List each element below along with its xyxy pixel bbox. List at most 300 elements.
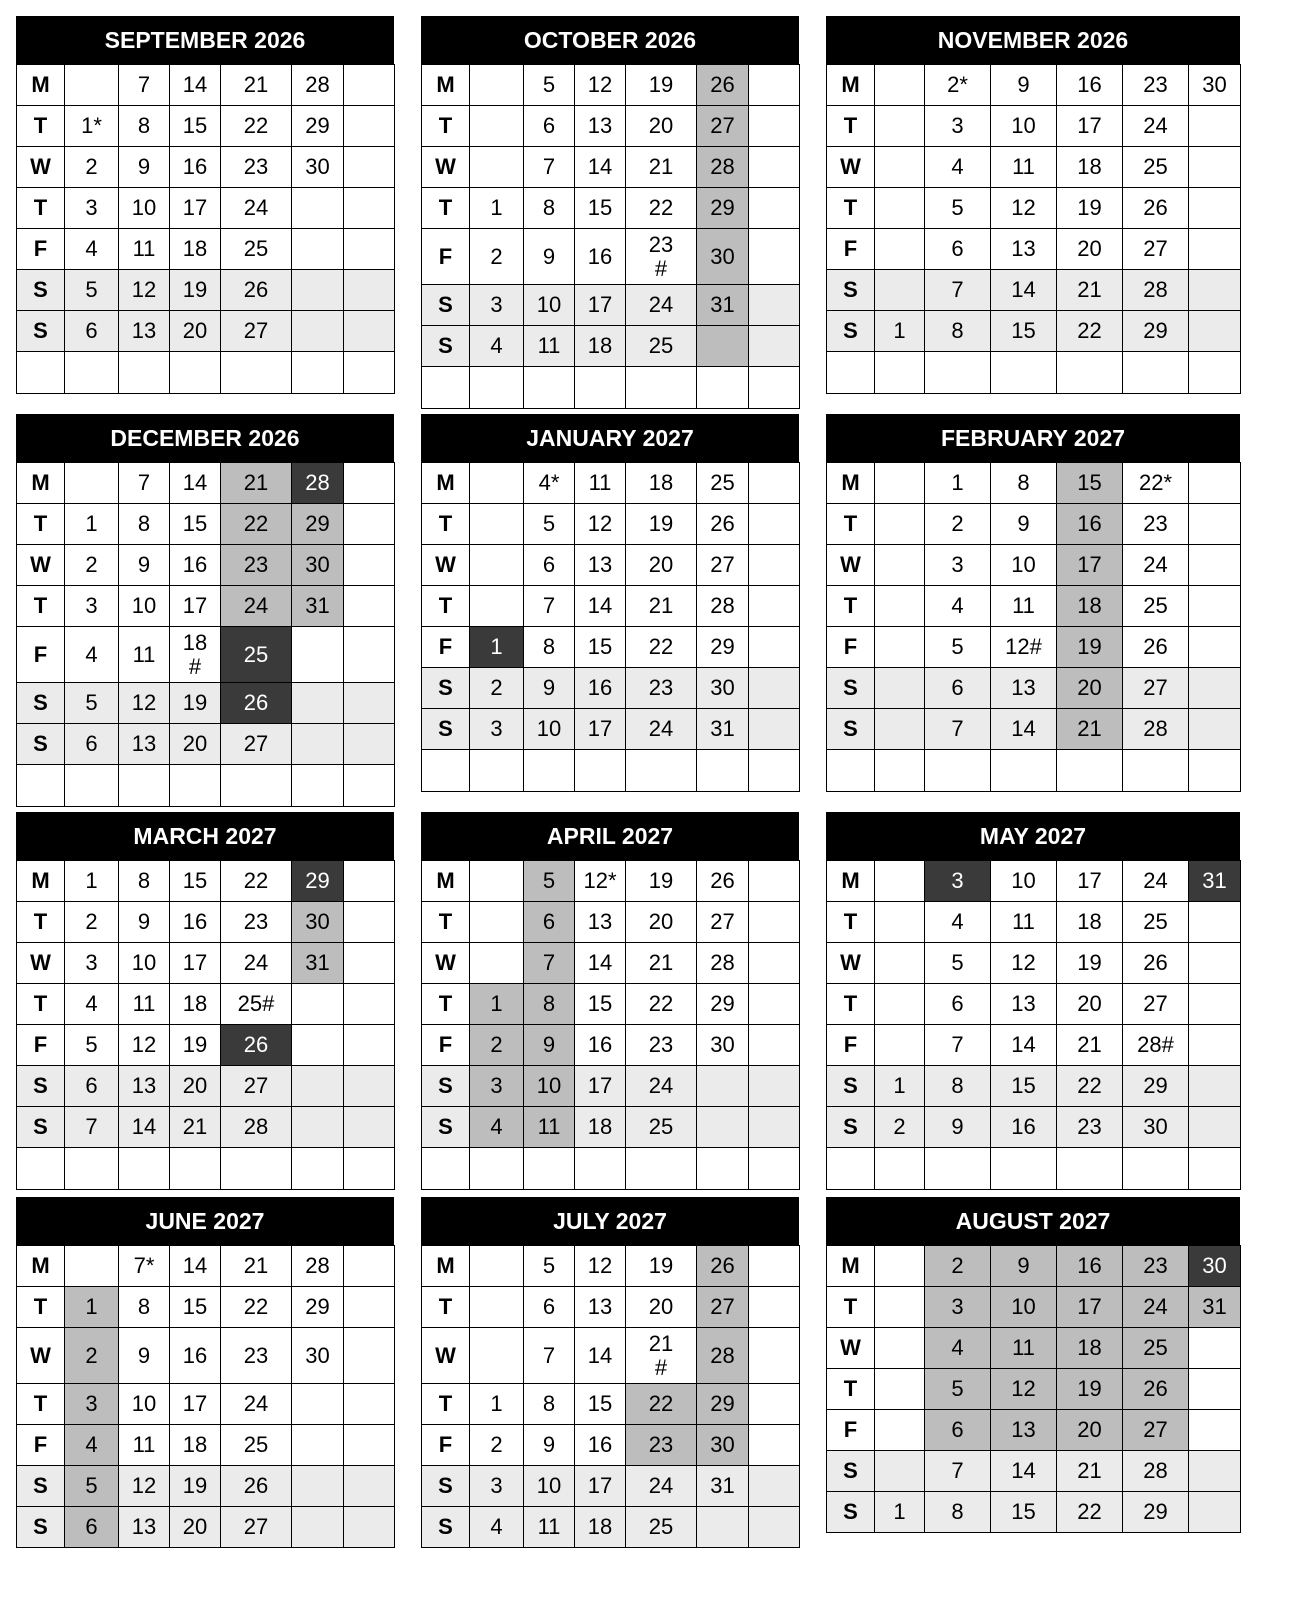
day-cell: 4 [925,147,991,188]
day-cell: 29 [697,627,749,668]
day-cell: 11 [524,1107,575,1148]
day-cell: 5 [65,1466,119,1507]
day-cell: 27 [1123,1410,1189,1451]
empty-cell [991,352,1057,394]
weekday-label: M [827,463,875,504]
weekday-row [422,1287,800,1328]
month-title: MARCH 2027 [16,812,394,860]
day-cell: 14 [575,586,626,627]
day-cell: 17 [575,1466,626,1507]
month-title: SEPTEMBER 2026 [16,16,394,64]
empty-cell [344,683,395,724]
empty-cell [119,1148,170,1190]
weekday-label: T [422,984,470,1025]
day-cell: 19 [626,65,697,106]
weekday-row [422,1107,800,1148]
weekday-label: T [422,1287,470,1328]
empty-cell [875,545,925,586]
day-cell: 31 [292,943,344,984]
empty-cell [991,1148,1057,1190]
weekday-row [17,270,395,311]
day-cell: 4 [65,627,119,683]
empty-cell [221,765,292,807]
empty-cell [827,750,875,792]
day-cell: 14 [991,270,1057,311]
weekday-label: W [17,1328,65,1384]
day-cell: 21 [1057,270,1123,311]
month-august-2027 [826,1197,1240,1533]
weekday-label: T [422,1384,470,1425]
day-cell: 18 [170,229,221,270]
day-cell: 14 [575,147,626,188]
day-cell: 11 [991,1328,1057,1369]
day-cell: 25 [221,1425,292,1466]
day-cell: 22 [221,1287,292,1328]
day-cell: 6 [524,1287,575,1328]
empty-cell [344,147,395,188]
weekday-label: S [827,270,875,311]
empty-cell [1189,1328,1241,1369]
empty-cell [749,1466,800,1507]
day-cell: 2 [875,1107,925,1148]
empty-cell [875,504,925,545]
weekday-label: W [827,1328,875,1369]
day-cell: 27 [221,311,292,352]
weekday-label: S [827,709,875,750]
empty-cell [470,902,524,943]
weekday-row [422,1246,800,1287]
empty-cell [749,1107,800,1148]
empty-cell [875,463,925,504]
empty-cell [292,270,344,311]
weekday-label: S [422,1107,470,1148]
empty-cell [1189,147,1241,188]
day-cell: 10 [524,1466,575,1507]
empty-cell [344,1246,395,1287]
day-cell: 27 [221,1066,292,1107]
weekday-row [17,902,395,943]
empty-cell [292,311,344,352]
day-cell: 26 [221,1025,292,1066]
day-cell: 21 [221,1246,292,1287]
day-cell: 13 [575,902,626,943]
month-june-2027 [16,1197,394,1548]
day-cell: 23 [221,1328,292,1384]
empty-cell [875,902,925,943]
weekday-row [17,683,395,724]
weekday-label: F [422,627,470,668]
weekday-label: F [827,1025,875,1066]
day-cell: 13 [575,1287,626,1328]
weekday-label: F [17,1425,65,1466]
day-cell: 3 [470,709,524,750]
empty-cell [1189,229,1241,270]
day-cell: 5 [65,270,119,311]
day-cell: 8 [119,861,170,902]
day-cell: 9 [991,65,1057,106]
empty-cell [925,352,991,394]
day-cell: 27 [221,1507,292,1548]
month-title: OCTOBER 2026 [421,16,799,64]
day-cell: 6 [925,1410,991,1451]
weekday-row [422,1025,800,1066]
empty-cell [1189,902,1241,943]
empty-cell [344,65,395,106]
empty-cell [875,1369,925,1410]
empty-cell [1189,188,1241,229]
day-cell: 30 [697,229,749,285]
weekday-row [422,326,800,367]
day-cell: 30 [292,147,344,188]
day-cell: 18 [575,326,626,367]
month-title: NOVEMBER 2026 [826,16,1240,64]
day-cell: 17 [575,1066,626,1107]
day-cell: 8 [925,1066,991,1107]
weekday-label: F [17,1025,65,1066]
empty-cell [875,750,925,792]
weekday-label: W [827,545,875,586]
day-cell: 1 [875,1066,925,1107]
day-cell: 28 [697,943,749,984]
weekday-label: S [422,1066,470,1107]
day-cell: 8 [119,106,170,147]
day-cell: 10 [991,106,1057,147]
empty-cell [1189,750,1241,792]
day-cell: 17 [170,943,221,984]
empty-cell [749,326,800,367]
empty-cell [875,1148,925,1190]
empty-cell [749,668,800,709]
day-cell: 17 [1057,545,1123,586]
empty-cell [344,1425,395,1466]
day-cell: 21 [626,147,697,188]
day-cell: 22 [626,1384,697,1425]
spacer-row [422,367,800,409]
day-cell: 4 [470,1107,524,1148]
day-cell: 11 [119,627,170,683]
empty-cell [292,352,344,394]
weekday-label: T [827,504,875,545]
day-cell: 5 [925,943,991,984]
day-cell: 3 [925,861,991,902]
day-cell: 18 [1057,147,1123,188]
day-cell: 19 [170,1025,221,1066]
day-cell: 6 [65,311,119,352]
weekday-row [422,984,800,1025]
day-cell: 3 [65,943,119,984]
weekday-label: T [17,504,65,545]
empty-cell [292,1425,344,1466]
day-cell: 6 [925,984,991,1025]
day-cell: 16 [1057,504,1123,545]
weekday-row [17,504,395,545]
empty-cell [344,586,395,627]
day-cell: 10 [991,545,1057,586]
weekday-label: T [827,984,875,1025]
day-cell: 13 [119,311,170,352]
empty-cell [292,627,344,683]
empty-cell [749,545,800,586]
empty-cell [697,750,749,792]
day-cell: 25 [1123,902,1189,943]
spacer-row [827,352,1241,394]
day-cell: 4 [65,984,119,1025]
day-cell: 17 [1057,1287,1123,1328]
day-cell: 11 [991,586,1057,627]
day-cell: 3 [925,545,991,586]
empty-cell [749,1025,800,1066]
empty-cell [344,1107,395,1148]
month-february-2027 [826,414,1240,792]
day-cell: 23 [221,545,292,586]
weekday-row [17,861,395,902]
empty-cell [1189,586,1241,627]
empty-cell [1123,750,1189,792]
empty-cell [875,352,925,394]
weekday-row [827,311,1241,352]
day-cell: 10 [119,586,170,627]
weekday-row [827,1328,1241,1369]
day-cell: 4* [524,463,575,504]
empty-cell [925,750,991,792]
empty-cell [422,1148,470,1190]
empty-cell [1057,750,1123,792]
weekday-row [17,1287,395,1328]
day-cell: 10 [991,861,1057,902]
day-cell: 16 [575,229,626,285]
empty-cell [292,984,344,1025]
weekday-row [827,147,1241,188]
day-cell: 20 [626,106,697,147]
day-cell: 4 [925,1328,991,1369]
weekday-row [827,1066,1241,1107]
day-cell: 6 [925,668,991,709]
empty-cell [344,1384,395,1425]
day-cell: 19 [170,683,221,724]
empty-cell [875,1410,925,1451]
weekday-label: M [422,861,470,902]
day-cell: 24 [221,943,292,984]
day-cell: 17 [170,1384,221,1425]
weekday-label: T [17,1287,65,1328]
day-cell: 21 [626,586,697,627]
day-cell: 31 [1189,1287,1241,1328]
empty-cell [170,1148,221,1190]
day-cell: 9 [119,147,170,188]
day-cell: 11 [991,902,1057,943]
day-cell: 4 [470,1507,524,1548]
empty-cell [344,352,395,394]
day-cell: 8 [925,311,991,352]
day-cell: 13 [575,106,626,147]
day-cell: 15 [991,311,1057,352]
empty-cell [1189,984,1241,1025]
month-title: FEBRUARY 2027 [826,414,1240,462]
empty-cell [749,1066,800,1107]
day-cell: 26 [221,683,292,724]
day-cell: 14 [991,1451,1057,1492]
day-cell: 6 [65,1507,119,1548]
empty-cell [575,367,626,409]
day-cell: 20 [626,902,697,943]
day-cell: 13 [119,724,170,765]
day-cell: 30 [697,1025,749,1066]
empty-cell [875,1451,925,1492]
day-cell: 22 [626,984,697,1025]
empty-cell [626,750,697,792]
weekday-label: T [17,984,65,1025]
spacer-row [422,1148,800,1190]
day-cell: 18 [626,463,697,504]
day-cell: 29 [697,188,749,229]
empty-cell [292,1025,344,1066]
empty-cell [344,188,395,229]
weekday-row [422,1384,800,1425]
weekday-label: T [17,586,65,627]
empty-cell [344,984,395,1025]
day-cell: 3 [470,1066,524,1107]
day-cell: 10 [119,1384,170,1425]
weekday-label: S [827,311,875,352]
day-cell: 30 [292,545,344,586]
day-cell: 10 [524,709,575,750]
day-cell: 18 # [170,627,221,683]
day-cell: 9 [119,1328,170,1384]
empty-cell [697,1148,749,1190]
empty-cell [1123,352,1189,394]
day-cell: 18 [1057,586,1123,627]
day-cell: 2 [65,147,119,188]
empty-cell [1189,943,1241,984]
day-cell: 6 [65,1066,119,1107]
empty-cell [749,285,800,326]
weekday-label: S [827,668,875,709]
empty-cell [697,367,749,409]
day-cell: 17 [170,188,221,229]
day-cell: 8 [925,1492,991,1533]
empty-cell [1189,1492,1241,1533]
day-cell: 27 [1123,229,1189,270]
spacer-row [827,1148,1241,1190]
weekday-label: S [17,1507,65,1548]
empty-cell [749,504,800,545]
day-cell: 7 [925,1025,991,1066]
empty-cell [749,229,800,285]
weekday-label: W [827,147,875,188]
empty-cell [1189,504,1241,545]
weekday-label: W [422,545,470,586]
day-cell: 24 [1123,106,1189,147]
day-cell: 25# [221,984,292,1025]
empty-cell [344,229,395,270]
empty-cell [17,1148,65,1190]
day-cell: 3 [925,1287,991,1328]
weekday-label: S [422,709,470,750]
day-cell: 11 [991,147,1057,188]
day-cell: 18 [575,1507,626,1548]
empty-cell [697,1507,749,1548]
day-cell: 7 [524,586,575,627]
month-title: JUNE 2027 [16,1197,394,1245]
empty-cell [344,311,395,352]
day-cell: 13 [119,1066,170,1107]
empty-cell [344,1287,395,1328]
day-cell: 26 [1123,627,1189,668]
month-title: AUGUST 2027 [826,1197,1240,1245]
day-cell: 2 [470,668,524,709]
day-cell: 7 [925,709,991,750]
day-cell: 21 # [626,1328,697,1384]
weekday-row [827,586,1241,627]
empty-cell [17,765,65,807]
day-cell: 10 [991,1287,1057,1328]
day-cell: 26 [697,65,749,106]
day-cell: 19 [170,270,221,311]
weekday-row [422,65,800,106]
day-cell: 29 [697,1384,749,1425]
empty-cell [875,586,925,627]
empty-cell [875,984,925,1025]
weekday-row [17,627,395,683]
empty-cell [470,1246,524,1287]
empty-cell [344,463,395,504]
day-cell: 14 [170,65,221,106]
day-cell: 15 [170,861,221,902]
day-cell: 7 [119,65,170,106]
day-cell: 1 [875,311,925,352]
day-cell: 15 [1057,463,1123,504]
empty-cell [344,1148,395,1190]
day-cell: 24 [626,285,697,326]
day-cell: 19 [1057,943,1123,984]
weekday-row [422,1328,800,1384]
empty-cell [470,65,524,106]
day-cell: 21 [1057,1025,1123,1066]
day-cell: 1 [65,1287,119,1328]
day-cell: 12 [119,1466,170,1507]
day-cell: 31 [697,709,749,750]
day-cell: 23 [1123,65,1189,106]
day-cell: 12 [575,65,626,106]
day-cell: 28 [292,463,344,504]
empty-cell [1189,668,1241,709]
day-cell: 18 [170,1425,221,1466]
empty-cell [749,943,800,984]
spacer-row [17,1148,395,1190]
empty-cell [749,750,800,792]
empty-cell [292,1384,344,1425]
day-cell: 28 [1123,270,1189,311]
empty-cell [65,1148,119,1190]
day-cell: 5 [925,627,991,668]
day-cell: 12 [991,1369,1057,1410]
day-cell: 29 [292,861,344,902]
day-cell: 22 [221,504,292,545]
weekday-row [17,1384,395,1425]
day-cell: 24 [1123,545,1189,586]
day-cell: 6 [524,106,575,147]
empty-cell [749,106,800,147]
day-cell: 20 [1057,668,1123,709]
day-cell: 8 [524,1384,575,1425]
day-cell: 29 [292,106,344,147]
weekday-label: S [17,724,65,765]
empty-cell [875,229,925,270]
empty-cell [170,352,221,394]
day-cell: 25 [626,326,697,367]
day-cell: 11 [524,1507,575,1548]
day-cell: 20 [170,1507,221,1548]
